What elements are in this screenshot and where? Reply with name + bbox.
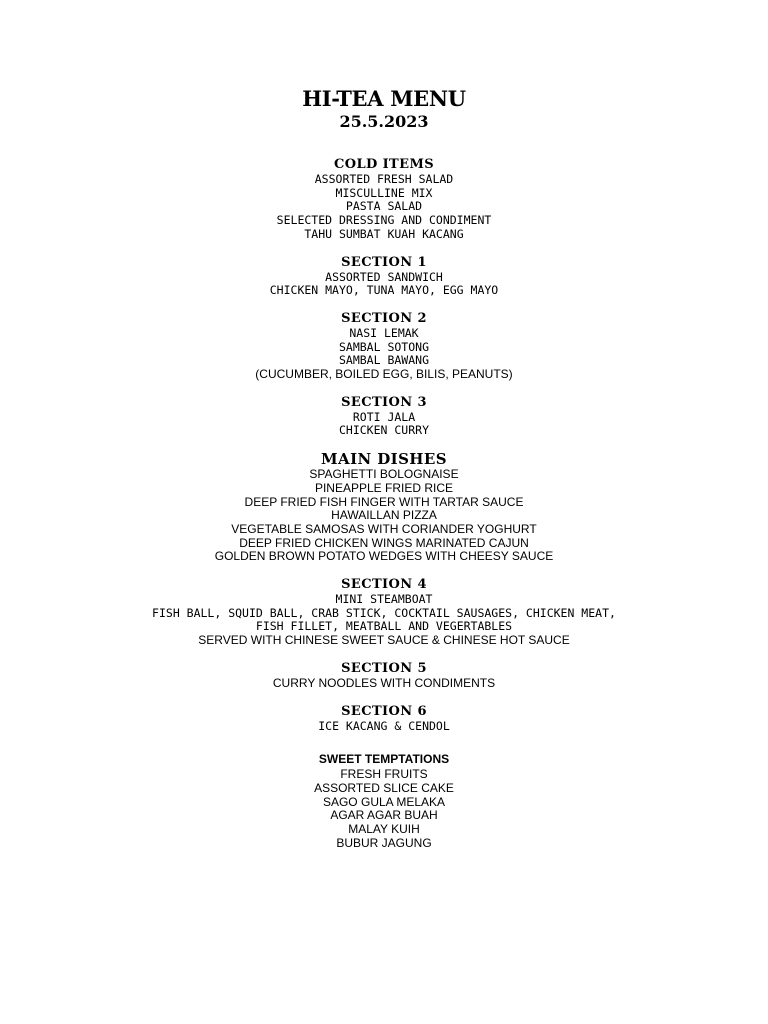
section-2	[0, 310, 768, 382]
menu-item: AGAR AGAR BUAH	[330, 808, 438, 823]
menu-item: SPAGHETTI BOLOGNAISE	[309, 467, 459, 482]
section-heading: SWEET TEMPTATIONS	[318, 752, 450, 767]
menu-item: FRESH FRUITS	[340, 767, 428, 782]
section-heading: SECTION 5	[341, 660, 427, 676]
item-list	[0, 593, 768, 648]
menu-item: FISH BALL, SQUID BALL, CRAB STICK, COCKTAIL SAUSAGES, CHICKEN MEAT,	[152, 605, 616, 620]
menu-item: ASSORTED SANDWICH	[325, 269, 443, 284]
section-4	[0, 576, 768, 648]
section-sweet-temptations	[0, 751, 768, 850]
menu-item: (CUCUMBER, BOILED EGG, BILIS, PEANUTS)	[255, 367, 513, 382]
menu-item: SAMBAL SOTONG	[338, 339, 429, 354]
menu-item: PASTA SALAD	[345, 199, 423, 214]
menu-item: DEEP FRIED CHICKEN WINGS MARINATED CAJUN	[239, 535, 529, 550]
section-heading: SECTION 6	[341, 703, 427, 719]
item-list	[0, 411, 768, 438]
menu-item: HAWAILLAN PIZZA	[331, 508, 437, 523]
menu-item: ROTI JALA	[352, 409, 416, 424]
menu-item: MALAY KUIH	[348, 822, 420, 837]
section-heading: SECTION 3	[341, 394, 427, 410]
section-heading: SECTION 2	[341, 310, 427, 326]
menu-page	[0, 86, 768, 851]
menu-item: CHICKEN CURRY	[338, 423, 429, 438]
item-list	[0, 173, 768, 242]
section-cold-items	[0, 156, 768, 242]
menu-item: FISH FILLET, MEATBALL AND VEGERTABLES	[255, 619, 513, 634]
section-1	[0, 254, 768, 298]
section-heading: SECTION 1	[341, 254, 427, 270]
menu-item: SAMBAL BAWANG	[338, 353, 429, 368]
item-list	[0, 720, 768, 734]
menu-item: ASSORTED SLICE CAKE	[314, 780, 454, 795]
menu-item: PINEAPPLE FRIED RICE	[314, 480, 454, 495]
menu-item: CHICKEN MAYO, TUNA MAYO, EGG MAYO	[269, 283, 499, 298]
item-list	[0, 271, 768, 298]
menu-item: MISCULLINE MIX	[335, 185, 433, 200]
menu-item: BUBUR JAGUNG	[336, 835, 432, 850]
menu-item: SELECTED DRESSING AND CONDIMENT	[276, 213, 492, 228]
section-6	[0, 703, 768, 734]
section-heading: COLD ITEMS	[333, 157, 435, 172]
menu-item: GOLDEN BROWN POTATO WEDGES WITH CHEESY SAUCE	[214, 549, 554, 564]
menu-item: SERVED WITH CHINESE SWEET SAUCE & CHINESE HOT SAUCE	[198, 633, 570, 648]
section-heading: SECTION 4	[341, 577, 427, 593]
menu-item: CURRY NOODLES WITH CONDIMENTS	[272, 675, 496, 690]
menu-item: ASSORTED FRESH SALAD	[314, 172, 454, 186]
menu-date: 25.5.2023	[339, 112, 429, 131]
section-5	[0, 660, 768, 691]
menu-title: HI-TEA MENU	[302, 86, 466, 111]
menu-item: TAHU SUMBAT KUAH KACANG	[304, 226, 464, 241]
menu-item: VEGETABLE SAMOSAS WITH CORIANDER YOGHURT	[231, 521, 537, 536]
menu-item: ICE KACANG & CENDOL	[318, 718, 450, 733]
item-list	[0, 768, 768, 850]
item-list	[0, 677, 768, 691]
item-list	[0, 327, 768, 382]
menu-item: SAGO GULA MELAKA	[322, 794, 446, 809]
section-heading: MAIN DISHES	[321, 450, 447, 469]
item-list	[0, 468, 768, 564]
section-3	[0, 394, 768, 438]
menu-item: NASI LEMAK	[349, 325, 419, 340]
menu-item: MINI STEAMBOAT	[335, 592, 433, 607]
menu-item: DEEP FRIED FISH FINGER WITH TARTAR SAUCE	[244, 494, 524, 509]
section-main-dishes	[0, 450, 768, 564]
